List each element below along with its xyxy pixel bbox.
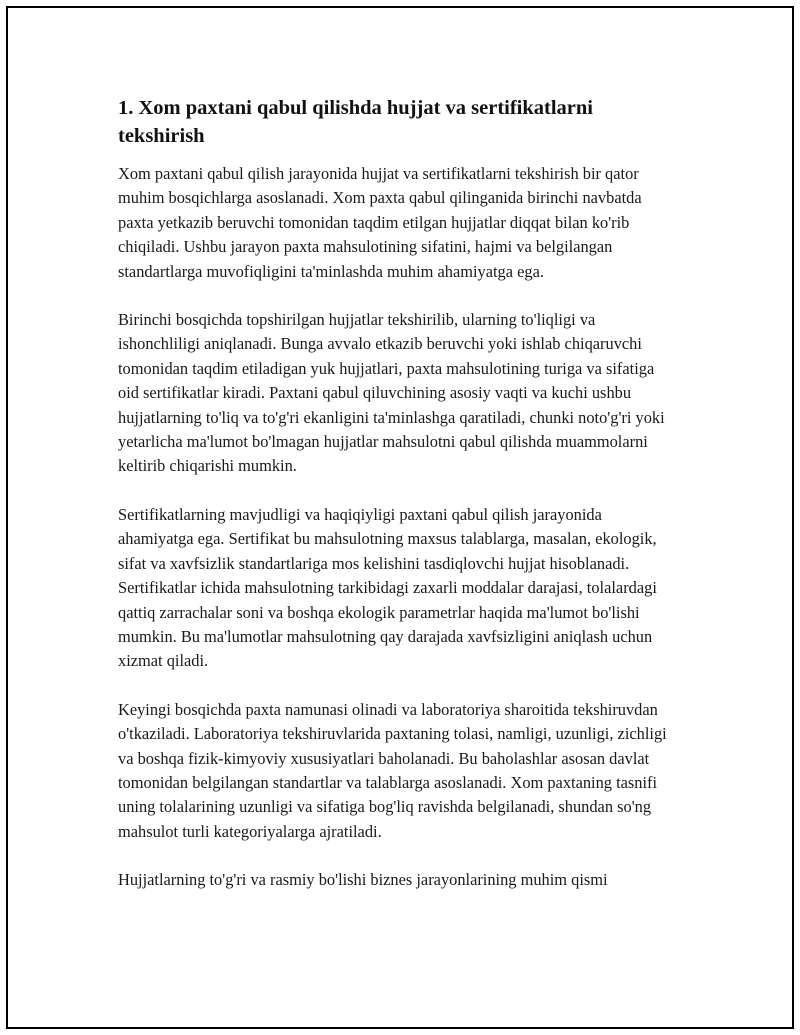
paragraph-4: Keyingi bosqichda paxta namunasi olinadi va laboratoriya sharoitida tekshiruvdan o'tkaziladi. Laboratoriya tekshiruvlarida paxtaning tolasi, namligi, uzunligi, zichligi va boshqa fizik-kimyoviy xususiyatlari baholanadi. Bu baholashlar asosan davlat tomonidan belgilangan standartlar va talablarga asoslanadi. Xom paxtaning tasnifi uning tolalarining uzunligi va sifatiga bog'liq ravishda belgilanadi, shundan so'ng mahsulot turli kategoriyalarga ajratiladi. xyxy=(118,699,667,841)
document-body xyxy=(118,94,678,917)
paragraph-1: Xom paxtani qabul qilish jarayonida hujjat va sertifikatlarni tekshirish bir qator muhim bosqichlarga asoslanadi. Xom paxta qabul qilinganida birinchi navbatda paxta yetkazib beruvchi tomonidan taqdim etilgan hujjatlar diqqat bilan ko'rib chiqiladi. Ushbu jarayon paxta mahsulotining sifatini, hajmi va belgilangan standartlarga muvofiqligini ta'minlashda muhim ahamiyatga ega. xyxy=(118,164,642,281)
section-heading: 1. Xom paxtani qabul qilishda hujjat va sertifikatlarni tekshirish xyxy=(118,97,593,147)
paragraph-3: Sertifikatlarning mavjudligi va haqiqiyligi paxtani qabul qilish jarayonida ahamiyatga ega. Sertifikat bu mahsulotning maxsus talablarga, masalan, ekologik, sifat va xavfsizlik standartlariga mos kelishini tasdiqlovchi hujjat hisoblanadi. Sertifikatlar ichida mahsulotning tarkibidagi zaxarli moddalar darajasi, tolalardagi qattiq zarrachalar soni va boshqa ekologik parametrlar haqida ma'lumot bo'lishi mumkin. Bu ma'lumotlar mahsulotning qay darajada xavfsizligini aniqlash uchun xizmat qiladi. xyxy=(118,504,657,671)
paragraph-2: Birinchi bosqichda topshirilgan hujjatlar tekshirilib, ularning to'liqligi va ishonchliligi aniqlanadi. Bunga avvalo etkazib beruvchi yoki ishlab chiqaruvchi tomonidan taqdim etiladigan yuk hujjatlari, paxta mahsulotining turiga va sifatiga oid sertifikatlar kiradi. Paxtani qabul qiluvchining asosiy vaqti va kuchi ushbu hujjatlarning to'liq va to'g'ri ekanligini ta'minlashga qaratiladi, chunki noto'g'ri yoki yetarlicha ma'lumot bo'lmagan hujjatlar mahsulotni qabul qilishda muammolarni keltirib chiqarishi mumkin. xyxy=(118,310,665,476)
paragraph-5: Hujjatlarning to'g'ri va rasmiy bo'lishi biznes jarayonlarining muhim qismi xyxy=(118,870,608,890)
